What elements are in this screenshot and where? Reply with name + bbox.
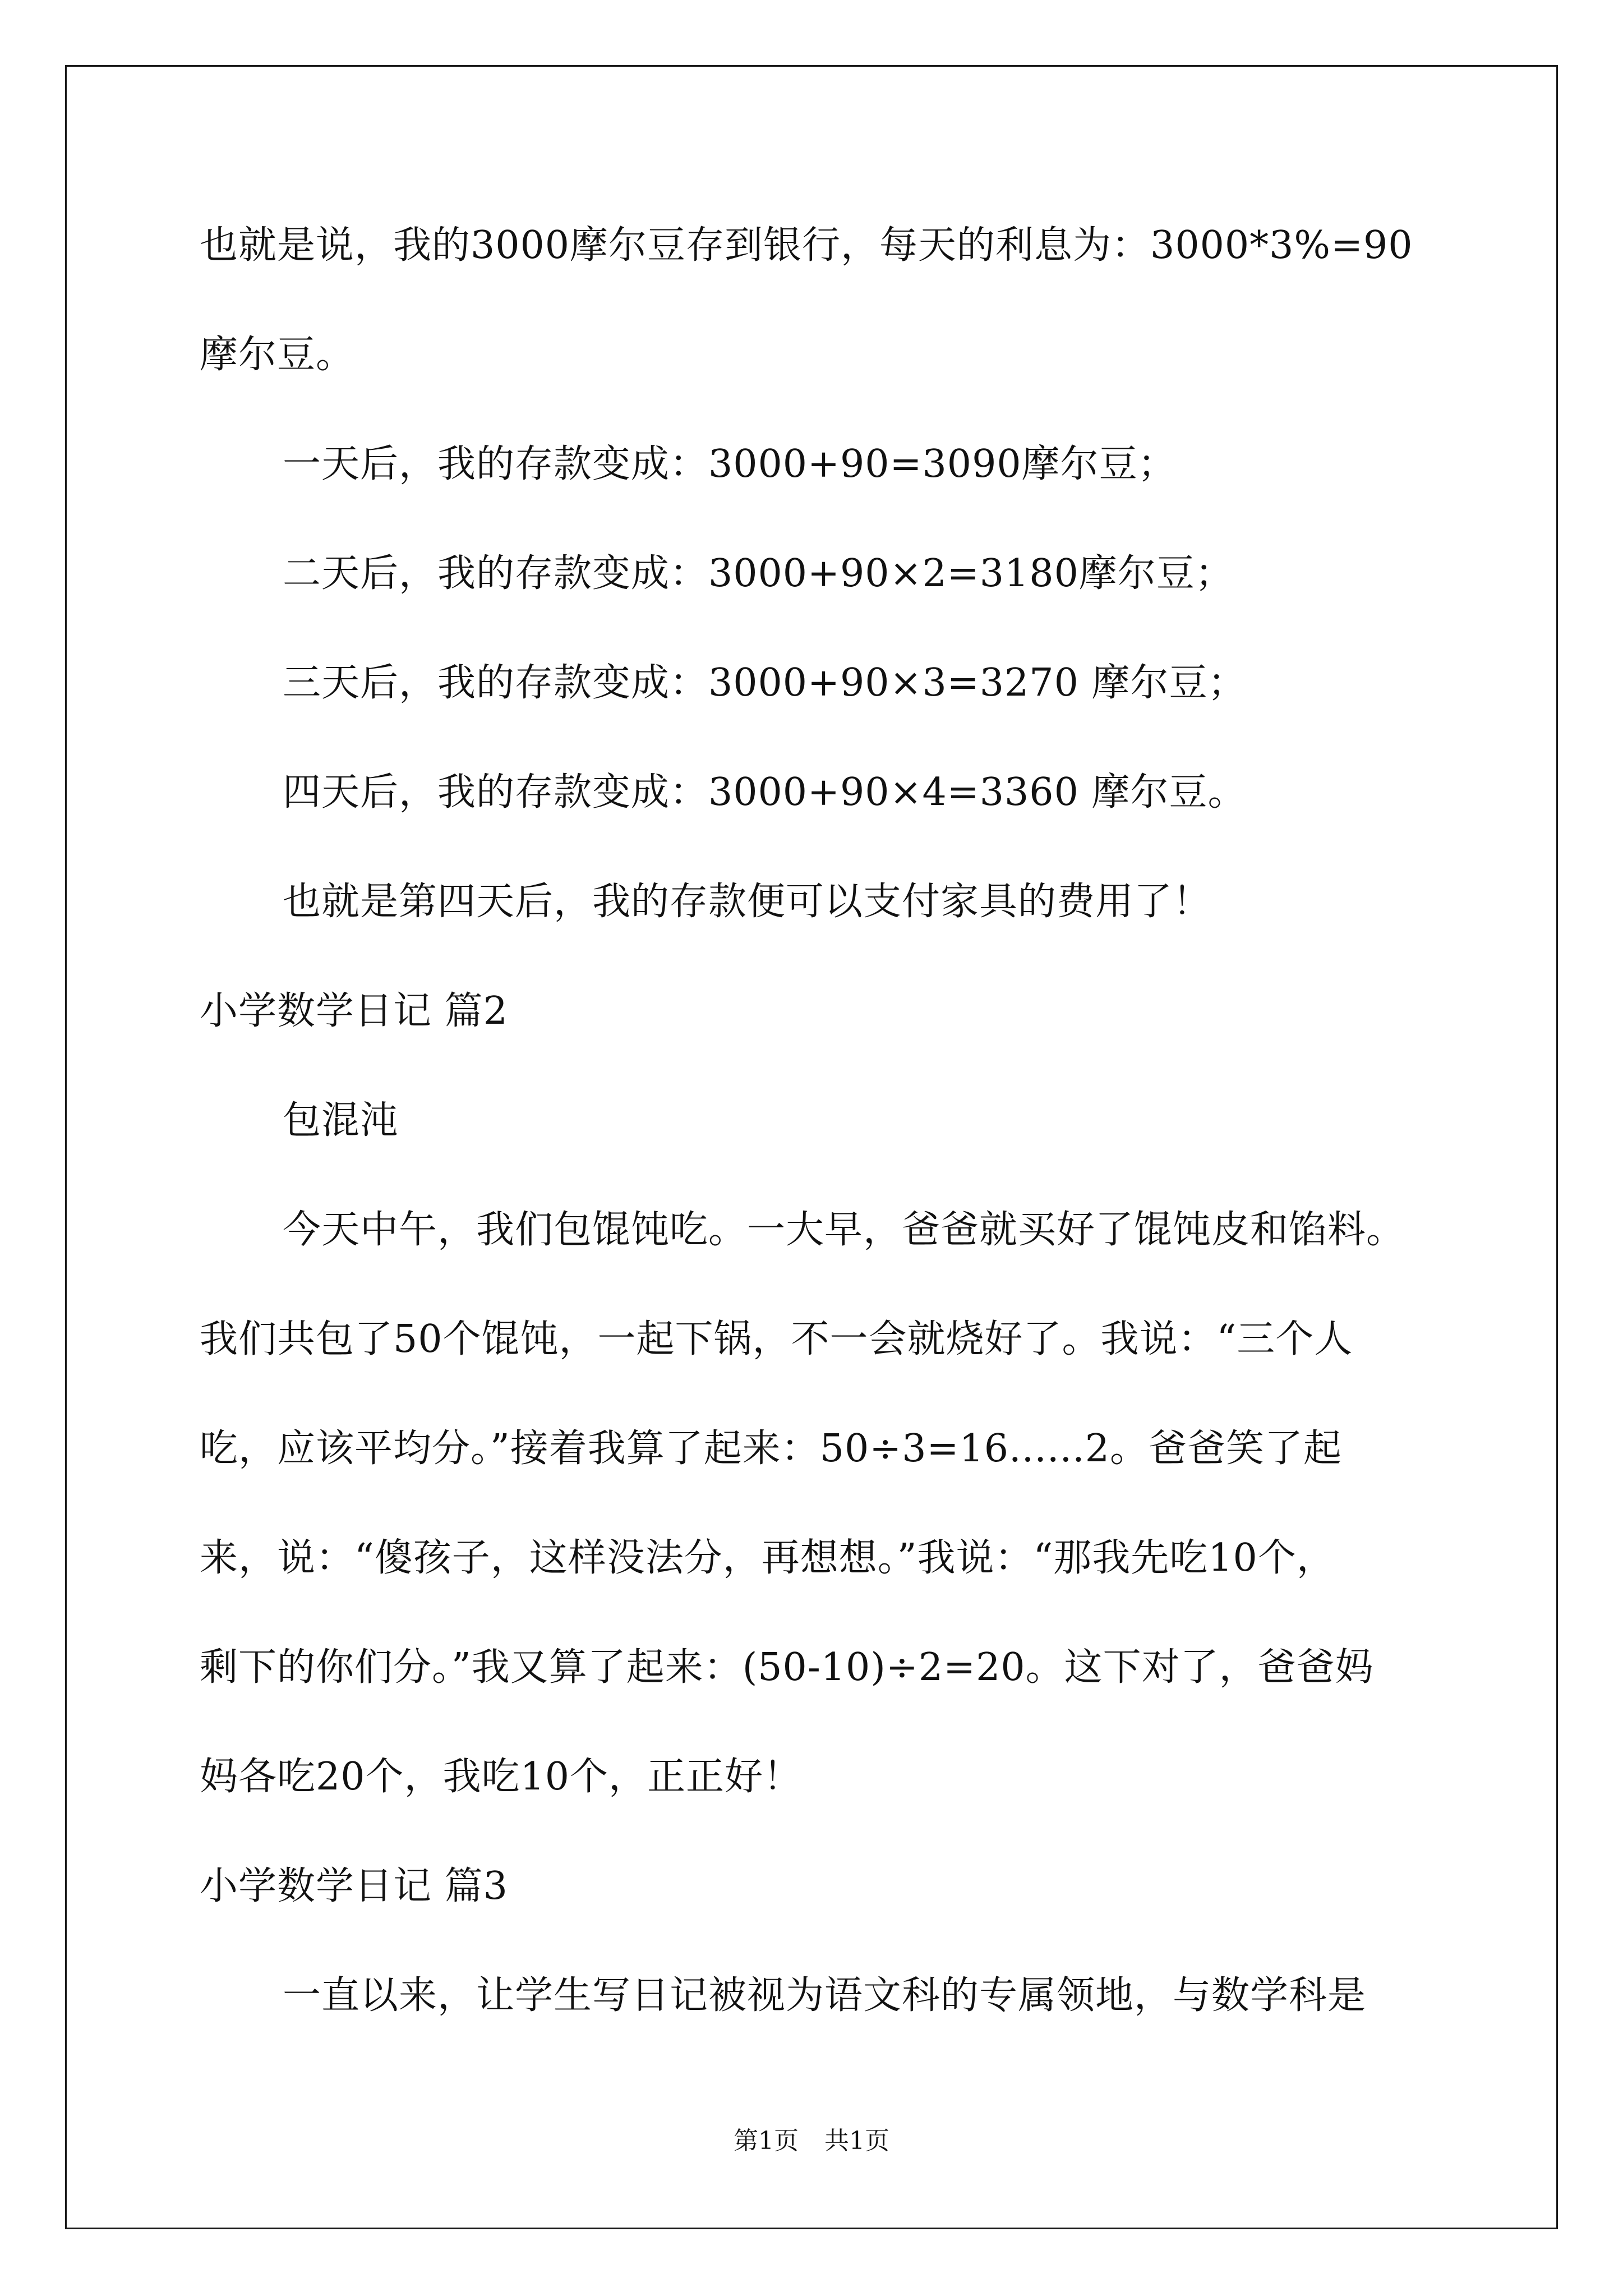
paragraph-line: 来，说：“傻孩子，这样没法分，再想想。”我说：“那我先吃10个， — [200, 1536, 1335, 1580]
section-heading: 小学数学日记 篇2 — [200, 989, 508, 1033]
page-total: 共1页 — [824, 2127, 889, 2155]
entry-title: 包混沌 — [283, 1098, 399, 1143]
section-heading: 小学数学日记 篇3 — [200, 1864, 508, 1908]
paragraph-line: 三天后，我的存款变成：3000+90×3=3270 摩尔豆； — [283, 661, 1247, 705]
paragraph-line: 妈各吃20个，我吃10个，正正好！ — [200, 1755, 803, 1799]
paragraph-line: 剩下的你们分。”我又算了起来：(50-10)÷2=20。这下对了，爸爸妈 — [200, 1645, 1374, 1690]
paragraph-line: 四天后，我的存款变成：3000+90×4=3360 摩尔豆。 — [283, 770, 1247, 815]
page-footer — [0, 2126, 1623, 2156]
paragraph-line: 也就是说，我的3000摩尔豆存到银行，每天的利息为：3000*3%=90 — [200, 223, 1413, 268]
paragraph-line: 一天后，我的存款变成：3000+90=3090摩尔豆； — [283, 442, 1177, 486]
paragraph-line: 二天后，我的存款变成：3000+90×2=3180摩尔豆； — [283, 551, 1234, 596]
paragraph-line: 吃，应该平均分。”接着我算了起来：50÷3=16......2。爸爸笑了起 — [200, 1427, 1342, 1471]
paragraph-line: 今天中午，我们包馄饨吃。一大早，爸爸就买好了馄饨皮和馅料。 — [283, 1208, 1405, 1252]
paragraph-line: 一直以来，让学生写日记被视为语文科的专属领地，与数学科是 — [283, 1973, 1367, 2018]
paragraph-line: 摩尔豆。 — [200, 333, 355, 377]
paragraph-line: 我们共包了50个馄饨，一起下锅，不一会就烧好了。我说：“三个人 — [200, 1317, 1353, 1361]
paragraph-line: 也就是第四天后，我的存款便可以支付家具的费用了！ — [283, 880, 1212, 924]
page-number: 第1页 — [734, 2127, 799, 2155]
